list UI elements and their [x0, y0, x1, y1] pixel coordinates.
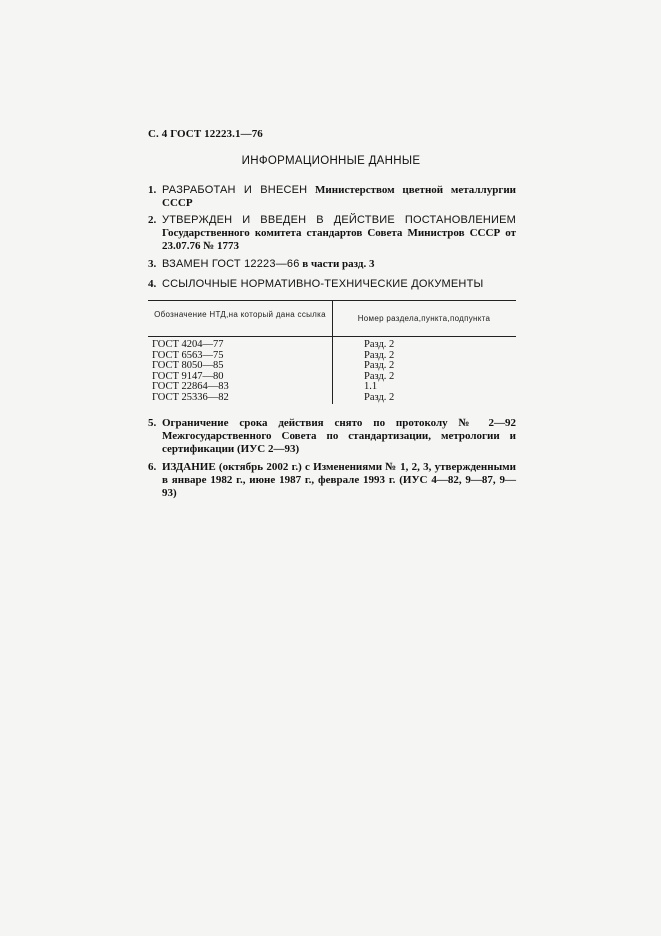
item-number: 4.	[148, 278, 157, 290]
item-text: (октябрь 2002 г.) с Изменениями № 1, 2, 3, утвержденными в январе 1982 г., июне 1987 г., феврале 1993 г. (ИУС 4—82, 9—87, 9—93)	[162, 461, 517, 499]
section-title: ИНФОРМАЦИОННЫЕ ДАННЫЕ	[241, 155, 421, 167]
table-cell-doc: ГОСТ 4204—77	[152, 339, 224, 350]
item-text: Министерством цветной металлургии СССР	[162, 184, 517, 209]
document-column	[152, 340, 229, 404]
table-cell-doc: ГОСТ 25336—82	[152, 391, 229, 403]
column-divider	[332, 301, 333, 404]
table-cell-doc: ГОСТ 9147—80	[152, 370, 224, 382]
item-number: 3.	[148, 258, 157, 270]
item-text: Ограничение срока действия снято по протоколу № 2—92 Межгосударственного Совета по стандартизации, метрологии и сертификации (ИУС 2—93)	[162, 417, 516, 455]
item-lead: УТВЕРЖДЕН И ВВЕДЕН В ДЕЙСТВИЕ ПОСТАНОВЛЕНИЕМ	[162, 214, 516, 226]
item-lead: ВЗАМЕН ГОСТ 12223—66	[162, 258, 300, 270]
column-header-section: Номер раздела,пункта,подпункта	[357, 314, 491, 323]
header-divider	[148, 336, 516, 337]
section-column	[364, 340, 394, 404]
column-header-document: Обозначение НТД,на который дана ссылка	[154, 310, 326, 319]
table-cell-section: Разд. 2	[364, 360, 395, 372]
table-cell-section: Разд. 2	[364, 370, 395, 382]
table-cell-section: Разд. 2	[364, 349, 395, 361]
table-cell-section: Разд. 2	[364, 391, 395, 403]
table-cell-section: 1.1	[364, 381, 378, 393]
table-cell-section: Разд. 2	[364, 339, 395, 350]
item-number: 1.	[148, 184, 157, 196]
info-item-1	[148, 184, 516, 210]
info-item-4	[148, 278, 516, 291]
table-cell-doc: ГОСТ 22864—83	[152, 381, 229, 393]
item-number: 2.	[148, 214, 157, 226]
item-text: в части разд. 3	[302, 258, 375, 270]
item-lead: ССЫЛОЧНЫЕ НОРМАТИВНО-ТЕХНИЧЕСКИЕ ДОКУМЕНТЫ	[162, 278, 484, 290]
info-item-2	[148, 214, 516, 253]
reference-documents-table	[148, 300, 516, 404]
item-text: Государственного комитета стандартов Совета Министров СССР от 23.07.76 № 1773	[162, 227, 516, 252]
info-item-3	[148, 258, 516, 271]
item-lead: ИЗДАНИЕ	[162, 461, 216, 473]
item-lead: РАЗРАБОТАН И ВНЕСЕН	[162, 184, 308, 196]
item-number: 6.	[148, 461, 157, 473]
table-cell-doc: ГОСТ 6563—75	[152, 349, 224, 361]
info-item-6	[148, 461, 516, 500]
item-number: 5.	[148, 417, 157, 429]
page-header: С. 4 ГОСТ 12223.1—76	[148, 128, 263, 140]
table-cell-doc: ГОСТ 8050—85	[152, 360, 224, 372]
info-item-5	[148, 417, 516, 456]
